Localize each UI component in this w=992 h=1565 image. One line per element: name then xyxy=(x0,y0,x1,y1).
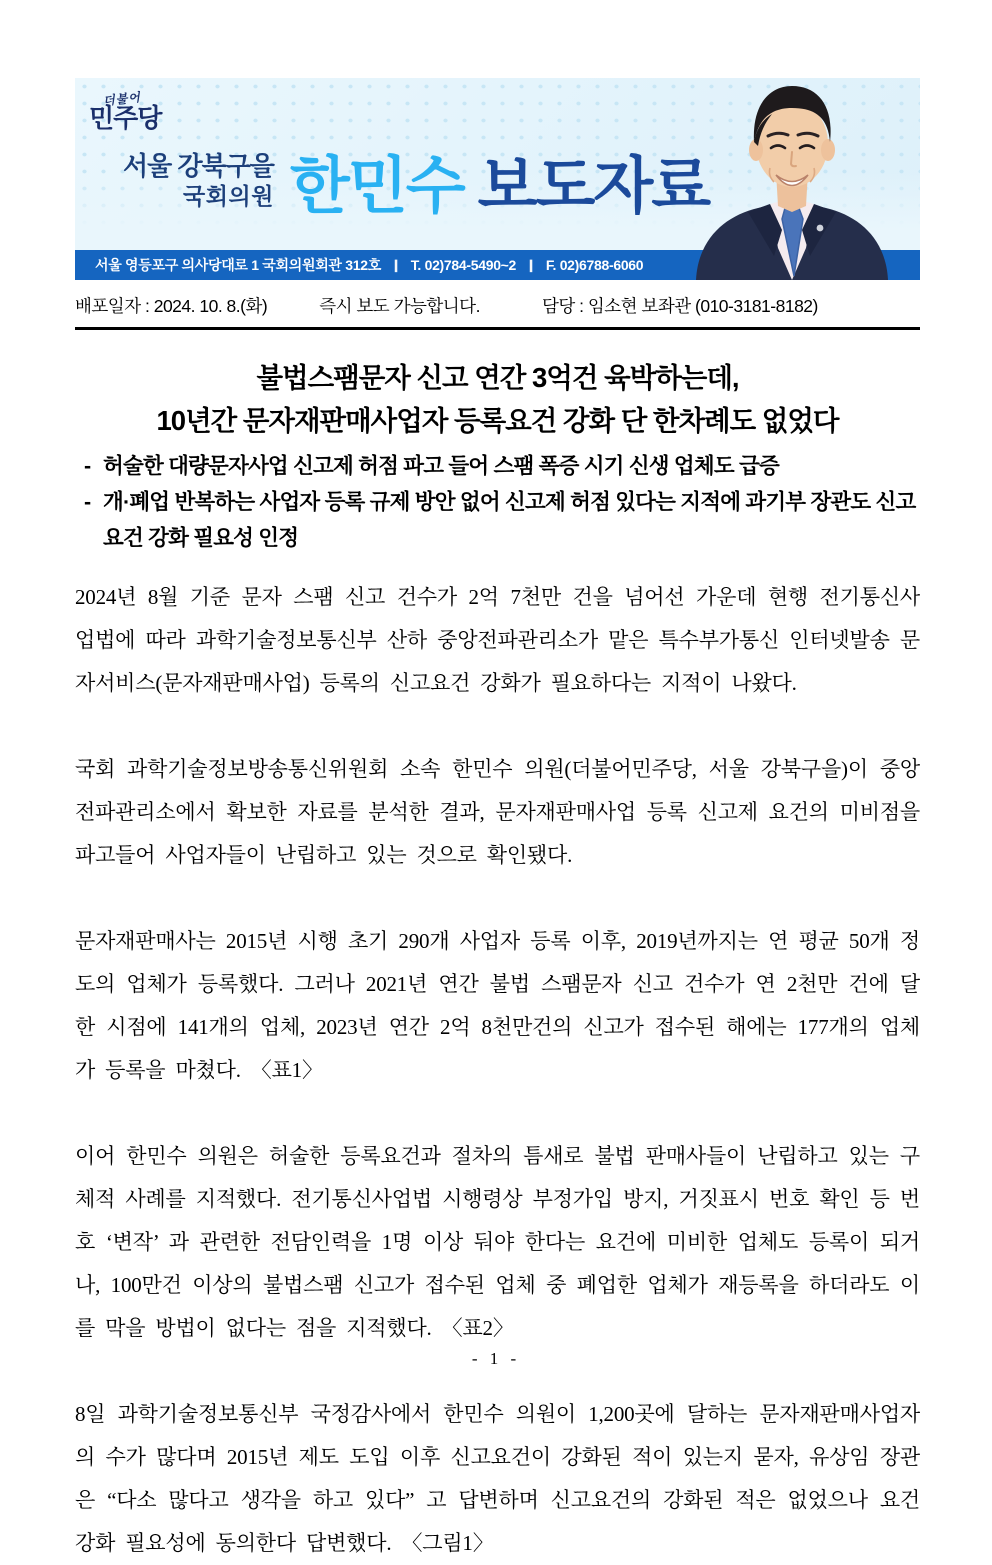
office-address: 서울 영등포구 의사당대로 1 국회의원회관 312호 xyxy=(95,257,381,273)
body-paragraph: 이어 한민수 의원은 허술한 등록요건과 절차의 틈새로 불법 판매사들이 난립하고 있는 구체적 사례를 지적했다. 전기통신사업법 시행령상 부정가입 방지, 거짓표시 번호 확인 등 번호 ‘변작’ 과 관련한 전담인력을 1명 이상 둬야 한다는 요건에 미비한 업체도 등록이 되거나, 100만건 이상의 불법스팸 신고가 접수된 업체 중 폐업한 업체가 재등록을 하더라도 이를 막을 방법이 없다는 점을 지적했다. 〈표2〉 xyxy=(75,1144,920,1340)
contact-person: 담당 : 임소현 보좌관 (010-3181-8182) xyxy=(541,296,818,316)
dateline-row xyxy=(75,293,920,318)
subpoint-item xyxy=(75,448,920,484)
release-notice: 즉시 보도 가능합니다. xyxy=(319,296,480,316)
bullet-dash: - xyxy=(84,454,91,478)
subpoint-list xyxy=(75,448,920,556)
party-logo-small-text: 더불어 xyxy=(102,90,142,109)
banner-title xyxy=(123,136,709,225)
headline-line2: 10년간 문자재판매사업자 등록요건 강화 단 한차례도 없었다 xyxy=(156,405,839,436)
member-portrait-photo xyxy=(678,80,906,280)
body-paragraph: 2024년 8월 기준 문자 스팸 신고 건수가 2억 7천만 건을 넘어선 가운데 현행 전기통신사업법에 따라 과학기술정보통신부 산하 중앙전파관리소가 맡은 특수부가통신 인터넷발송 문자서비스(문자재판매사업) 등록의 신고요건 강화가 필요하다는 지적이 나왔다. xyxy=(75,585,920,695)
release-date: 배포일자 : 2024. 10. 8.(화) xyxy=(75,296,268,316)
article-body xyxy=(75,576,920,1565)
district-line2: 국회의원 xyxy=(183,183,274,210)
bullet-dash: - xyxy=(84,490,91,514)
subpoint-text: 개·폐업 반복하는 사업자 등록 규제 방안 없어 신고제 허점 있다는 지적에 과기부 장관도 신고요건 강화 필요성 인정 xyxy=(103,490,916,550)
subpoint-text: 허술한 대량문자사업 신고제 허점 파고 들어 스팸 폭증 시기 신생 업체도 급증 xyxy=(103,454,779,478)
separator-bar: ❙ xyxy=(390,258,401,272)
body-paragraph: 문자재판매사는 2015년 시행 초기 290개 사업자 등록 이후, 2019년까지는 연 평균 50개 정도의 업체가 등록했다. 그러나 2021년 연간 불법 스팸문자 신고 건수가 연 2천만 건에 달한 시점에 141개의 업체, 2023년 연간 2억 8천만건의 신고가 접수된 해에는 177개의 업체가 등록을 마쳤다. 〈표1〉 xyxy=(75,929,920,1082)
party-logo-text: 민주당 xyxy=(89,103,162,133)
document-type-label: 보도자료 xyxy=(477,152,710,221)
member-name: 한민수 xyxy=(289,152,464,221)
party-logo xyxy=(89,92,161,131)
header-banner xyxy=(75,78,920,280)
separator-bar: ❙ xyxy=(526,258,536,272)
district-label xyxy=(123,150,274,211)
divider-rule xyxy=(75,327,920,330)
body-paragraph: 국회 과학기술정보방송통신위원회 소속 한민수 의원(더불어민주당, 서울 강북구을)이 중앙전파관리소에서 확보한 자료를 분석한 결과, 문자재판매사업 등록 신고제 요건의 미비점을 파고들어 사업자들이 난립하고 있는 것으로 확인됐다. xyxy=(75,757,920,867)
subpoint-item xyxy=(75,484,920,556)
headline-line1: 불법스팸문자 신고 연간 3억건 육박하는데, xyxy=(256,362,739,393)
headline xyxy=(75,356,920,442)
office-tel: T. 02)784-5490~2 xyxy=(410,257,517,273)
office-fax: F. 02)6788-6060 xyxy=(545,257,644,273)
page-number: - 1 - xyxy=(471,1349,521,1368)
body-paragraph: 8일 과학기술정보통신부 국정감사에서 한민수 의원이 1,200곳에 달하는 문자재판매사업자의 수가 많다며 2015년 제도 도입 이후 신고요건이 강화된 적이 있는지 묻자, 유상임 장관은 “다소 많다고 생각을 하고 있다” 고 답변하며 신고요건의 강화된 적은 없었으나 요건 강화 필요성에 동의한다 답변했다. 〈그림1〉 xyxy=(75,1402,920,1555)
district-line1: 서울 강북구을 xyxy=(123,150,274,181)
